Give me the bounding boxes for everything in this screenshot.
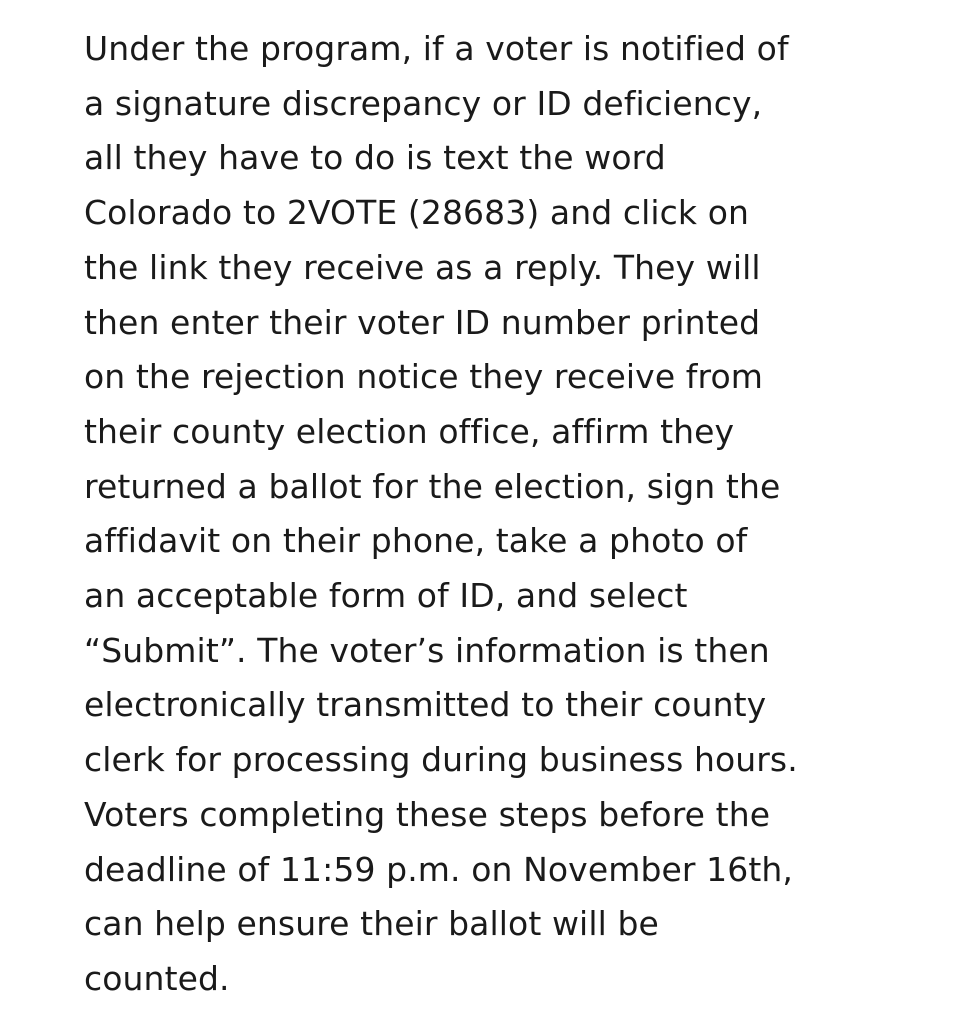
paragraph-line: clerk for processing during business hours.: [84, 740, 798, 780]
paragraph-line: returned a ballot for the election, sign the: [84, 466, 781, 506]
paragraph-line: affidavit on their phone, take a photo of: [84, 521, 748, 561]
paragraph-line: deadline of 11:59 p.m. on November 16th,: [84, 849, 794, 889]
paragraph-line: Colorado to 2VOTE (28683) and click on: [84, 193, 750, 233]
paragraph-line: electronically transmitted to their county: [84, 685, 767, 725]
paragraph-line: Under the program, if a voter is notified of: [84, 29, 789, 68]
document-paragraph: [84, 22, 964, 1007]
paragraph-line: all they have to do is text the word: [84, 138, 666, 178]
paragraph-line: then enter their voter ID number printed: [84, 302, 761, 342]
paragraph-line: their county election office, affirm they: [84, 411, 735, 451]
paragraph-line: counted.: [84, 958, 230, 998]
paragraph-line: a signature discrepancy or ID deficiency,: [84, 83, 763, 123]
paragraph-line: Voters completing these steps before the: [84, 794, 771, 834]
paragraph-line: on the rejection notice they receive from: [84, 357, 764, 397]
paragraph-line: can help ensure their ballot will be: [84, 904, 659, 944]
paragraph-line: “Submit”. The voter’s information is then: [84, 630, 770, 670]
paragraph-line: the link they receive as a reply. They will: [84, 247, 761, 287]
paragraph-line: an acceptable form of ID, and select: [84, 576, 688, 616]
